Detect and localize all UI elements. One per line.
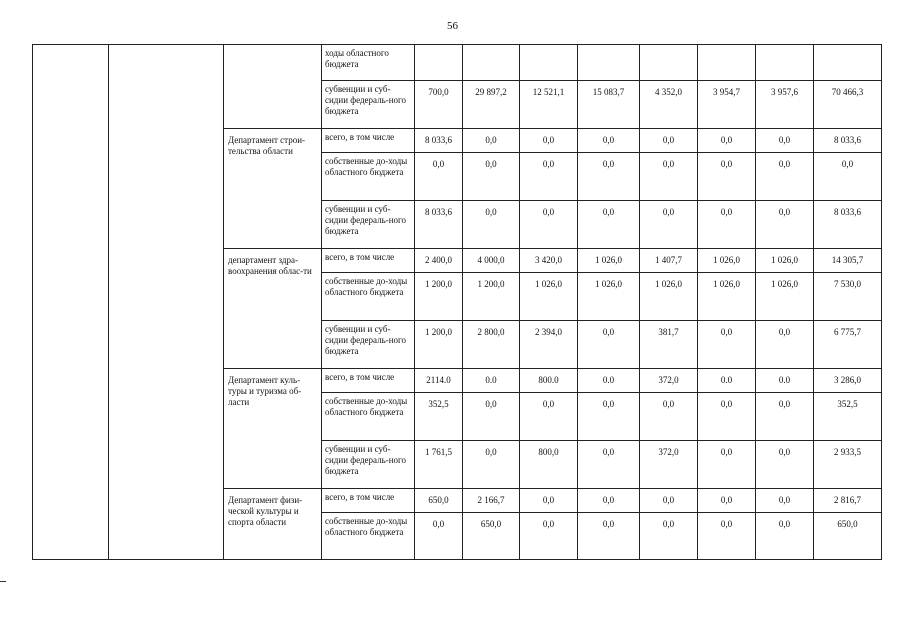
value-cell: 0,0 xyxy=(698,129,756,153)
value-cell: 8 033,6 xyxy=(814,129,882,153)
value-cell: 3 286,0 xyxy=(814,369,882,393)
value-cell: 0,0 xyxy=(463,201,520,249)
value-cell: 0,0 xyxy=(814,153,882,201)
budget-table xyxy=(32,44,882,560)
value-cell: 0,0 xyxy=(578,513,640,560)
value-cell: 0,0 xyxy=(520,153,578,201)
value-cell: 650,0 xyxy=(814,513,882,560)
value-cell: 0,0 xyxy=(415,153,463,201)
funding-kind-cell: ходы областного бюджета xyxy=(322,45,415,81)
funding-kind-cell: собственные до-ходы областного бюджета xyxy=(322,153,415,201)
department-cell: департамент здра-воохранения облас-ти xyxy=(224,249,322,369)
value-cell: 0,0 xyxy=(520,489,578,513)
value-cell: 1 200,0 xyxy=(415,321,463,369)
value-cell: 1 026,0 xyxy=(756,249,814,273)
value-cell: 1 026,0 xyxy=(698,273,756,321)
value-cell: 1 026,0 xyxy=(640,273,698,321)
value-cell: 0,0 xyxy=(520,393,578,441)
value-cell: 372,0 xyxy=(640,369,698,393)
value-cell: 1 200,0 xyxy=(463,273,520,321)
value-cell: 0,0 xyxy=(698,321,756,369)
value-cell: 0,0 xyxy=(756,321,814,369)
value-cell: 0,0 xyxy=(698,441,756,489)
department-cell xyxy=(224,45,322,129)
value-cell: 0,0 xyxy=(756,153,814,201)
value-cell: 0,0 xyxy=(463,393,520,441)
value-cell: 2 166,7 xyxy=(463,489,520,513)
value-cell: 15 083,7 xyxy=(578,81,640,129)
funding-kind-cell: собственные до-ходы областного бюджета xyxy=(322,393,415,441)
value-cell: 0,0 xyxy=(698,393,756,441)
value-cell: 0,0 xyxy=(578,201,640,249)
value-cell: 0,0 xyxy=(640,153,698,201)
value-cell: 8 033,6 xyxy=(415,129,463,153)
department-cell: Департамент куль-туры и туризма об-ласти xyxy=(224,369,322,489)
value-cell: 0,0 xyxy=(463,153,520,201)
value-cell: 1 026,0 xyxy=(756,273,814,321)
funding-kind-cell: собственные до-ходы областного бюджета xyxy=(322,273,415,321)
value-cell: 1 026,0 xyxy=(578,249,640,273)
value-cell: 0,0 xyxy=(756,489,814,513)
value-cell: 352,5 xyxy=(814,393,882,441)
funding-kind-cell: всего, в том числе xyxy=(322,249,415,273)
funding-kind-cell: субвенции и суб-сидии федераль-ного бюджета xyxy=(322,441,415,489)
funding-kind-cell: всего, в том числе xyxy=(322,489,415,513)
value-cell: 0,0 xyxy=(756,393,814,441)
value-cell: 0,0 xyxy=(578,153,640,201)
value-cell: 372,0 xyxy=(640,441,698,489)
scan-edge-mark xyxy=(0,581,6,582)
value-cell: 3 420,0 xyxy=(520,249,578,273)
table-row xyxy=(33,45,882,81)
value-cell: 4 352,0 xyxy=(640,81,698,129)
value-cell: 0,0 xyxy=(578,489,640,513)
value-cell: 8 033,6 xyxy=(415,201,463,249)
value-cell: 0.0 xyxy=(578,369,640,393)
funding-kind-cell: собственные до-ходы областного бюджета xyxy=(322,513,415,560)
value-cell: 6 775,7 xyxy=(814,321,882,369)
value-cell: 800,0 xyxy=(520,441,578,489)
value-cell: 70 466,3 xyxy=(814,81,882,129)
value-cell: 381,7 xyxy=(640,321,698,369)
value-cell: 1 761,5 xyxy=(415,441,463,489)
value-cell xyxy=(756,45,814,81)
value-cell: 0,0 xyxy=(520,129,578,153)
value-cell: 29 897,2 xyxy=(463,81,520,129)
value-cell: 0,0 xyxy=(756,201,814,249)
value-cell: 0,0 xyxy=(698,153,756,201)
value-cell: 650,0 xyxy=(463,513,520,560)
value-cell: 2 400,0 xyxy=(415,249,463,273)
value-cell: 1 200,0 xyxy=(415,273,463,321)
value-cell xyxy=(698,45,756,81)
value-cell: 0,0 xyxy=(640,201,698,249)
page-number: 56 xyxy=(447,20,458,32)
value-cell: 2114.0 xyxy=(415,369,463,393)
funding-kind-cell: субвенции и суб-сидии федераль-ного бюджета xyxy=(322,81,415,129)
value-cell xyxy=(415,45,463,81)
value-cell: 0,0 xyxy=(640,393,698,441)
value-cell: 1 026,0 xyxy=(698,249,756,273)
blank-cell-col1 xyxy=(33,45,109,560)
value-cell: 8 033,6 xyxy=(814,201,882,249)
value-cell: 0.0 xyxy=(698,369,756,393)
value-cell: 352,5 xyxy=(415,393,463,441)
value-cell: 0,0 xyxy=(463,441,520,489)
value-cell: 0,0 xyxy=(756,513,814,560)
value-cell xyxy=(814,45,882,81)
value-cell xyxy=(640,45,698,81)
value-cell: 14 305,7 xyxy=(814,249,882,273)
value-cell: 2 933,5 xyxy=(814,441,882,489)
value-cell: 0,0 xyxy=(415,513,463,560)
funding-kind-cell: субвенции и суб-сидии федераль-ного бюджета xyxy=(322,321,415,369)
value-cell: 0,0 xyxy=(520,513,578,560)
value-cell: 800.0 xyxy=(520,369,578,393)
value-cell: 0.0 xyxy=(756,369,814,393)
funding-kind-cell: всего, в том числе xyxy=(322,129,415,153)
value-cell: 0,0 xyxy=(463,129,520,153)
value-cell: 650,0 xyxy=(415,489,463,513)
value-cell: 0,0 xyxy=(640,513,698,560)
value-cell: 0,0 xyxy=(698,489,756,513)
department-cell: Департамент физи-ческой культуры и спорта области xyxy=(224,489,322,560)
value-cell: 2 800,0 xyxy=(463,321,520,369)
value-cell: 0.0 xyxy=(463,369,520,393)
value-cell: 1 026,0 xyxy=(520,273,578,321)
value-cell: 0,0 xyxy=(698,201,756,249)
value-cell xyxy=(463,45,520,81)
department-cell: Департамент строи-тельства области xyxy=(224,129,322,249)
value-cell: 2 816,7 xyxy=(814,489,882,513)
value-cell: 0,0 xyxy=(578,441,640,489)
value-cell: 1 026,0 xyxy=(578,273,640,321)
value-cell: 0,0 xyxy=(756,441,814,489)
value-cell xyxy=(520,45,578,81)
funding-kind-cell: субвенции и суб-сидии федераль-ного бюджета xyxy=(322,201,415,249)
value-cell: 3 957,6 xyxy=(756,81,814,129)
value-cell: 12 521,1 xyxy=(520,81,578,129)
value-cell: 0,0 xyxy=(640,489,698,513)
value-cell: 3 954,7 xyxy=(698,81,756,129)
value-cell: 0,0 xyxy=(640,129,698,153)
value-cell: 7 530,0 xyxy=(814,273,882,321)
value-cell: 1 407,7 xyxy=(640,249,698,273)
value-cell: 2 394,0 xyxy=(520,321,578,369)
value-cell: 4 000,0 xyxy=(463,249,520,273)
value-cell: 0,0 xyxy=(756,129,814,153)
value-cell: 700,0 xyxy=(415,81,463,129)
funding-kind-cell: всего, в том числе xyxy=(322,369,415,393)
value-cell: 0,0 xyxy=(520,201,578,249)
value-cell: 0,0 xyxy=(578,321,640,369)
value-cell: 0,0 xyxy=(578,129,640,153)
blank-cell-col2 xyxy=(109,45,224,560)
value-cell: 0,0 xyxy=(578,393,640,441)
value-cell: 0,0 xyxy=(698,513,756,560)
value-cell xyxy=(578,45,640,81)
